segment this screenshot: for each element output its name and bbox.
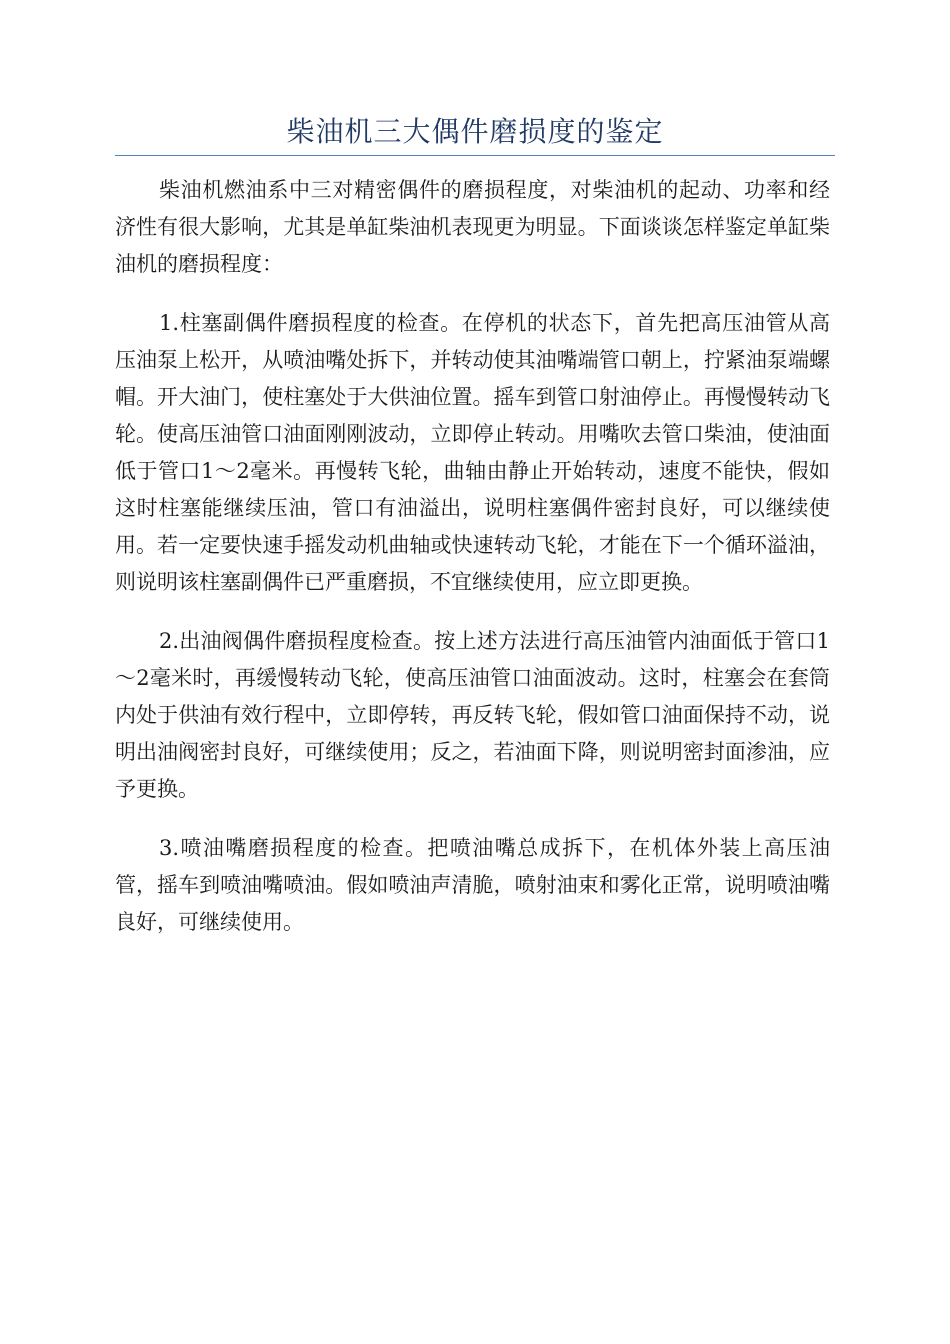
plunger-check-paragraph: 1.柱塞副偶件磨损程度的检查。在停机的状态下，首先把高压油管从高压油泵上松开，从喷油嘴处拆下，并转动使其油嘴端管口朝上，拧紧油泵端螺帽。开大油门，使柱塞处于大供油位置。摇车到管口射油停止。再慢慢转动飞轮。使高压油管口油面刚刚波动，立即停止转动。用嘴吹去管口柴油，使油面低于管口1～2毫米。再慢转飞轮，曲轴由静止开始转动，速度不能快，假如这时柱塞能继续压油，管口有油溢出，说明柱塞偶件密封良好，可以继续使用。若一定要快速手摇发动机曲轴或快速转动飞轮，才能在下一个循环溢油，则说明该柱塞副偶件已严重磨损，不宜继续使用，应立即更换。 [115,311,830,594]
document-body [115,172,830,963]
intro-paragraph: 柴油机燃油系中三对精密偶件的磨损程度，对柴油机的起动、功率和经济性有很大影响，尤其是单缸柴油机表现更为明显。下面谈谈怎样鉴定单缸柴油机的磨损程度： [115,178,830,276]
delivery-valve-check-paragraph: 2.出油阀偶件磨损程度检查。按上述方法进行高压油管内油面低于管口1～2毫米时，再缓慢转动飞轮，使高压油管口油面波动。这时，柱塞会在套筒内处于供油有效行程中，立即停转，再反转飞轮，假如管口油面保持不动，说明出油阀密封良好，可继续使用；反之，若油面下降，则说明密封面渗油，应予更换。 [115,629,830,801]
injector-check-paragraph: 3.喷油嘴磨损程度的检查。把喷油嘴总成拆下，在机体外装上高压油管，摇车到喷油嘴喷油。假如喷油声清脆，喷射油束和雾化正常，说明喷油嘴良好，可继续使用。 [115,836,830,934]
page-title: 柴油机三大偶件磨损度的鉴定 [286,115,664,148]
title-block [115,108,835,156]
